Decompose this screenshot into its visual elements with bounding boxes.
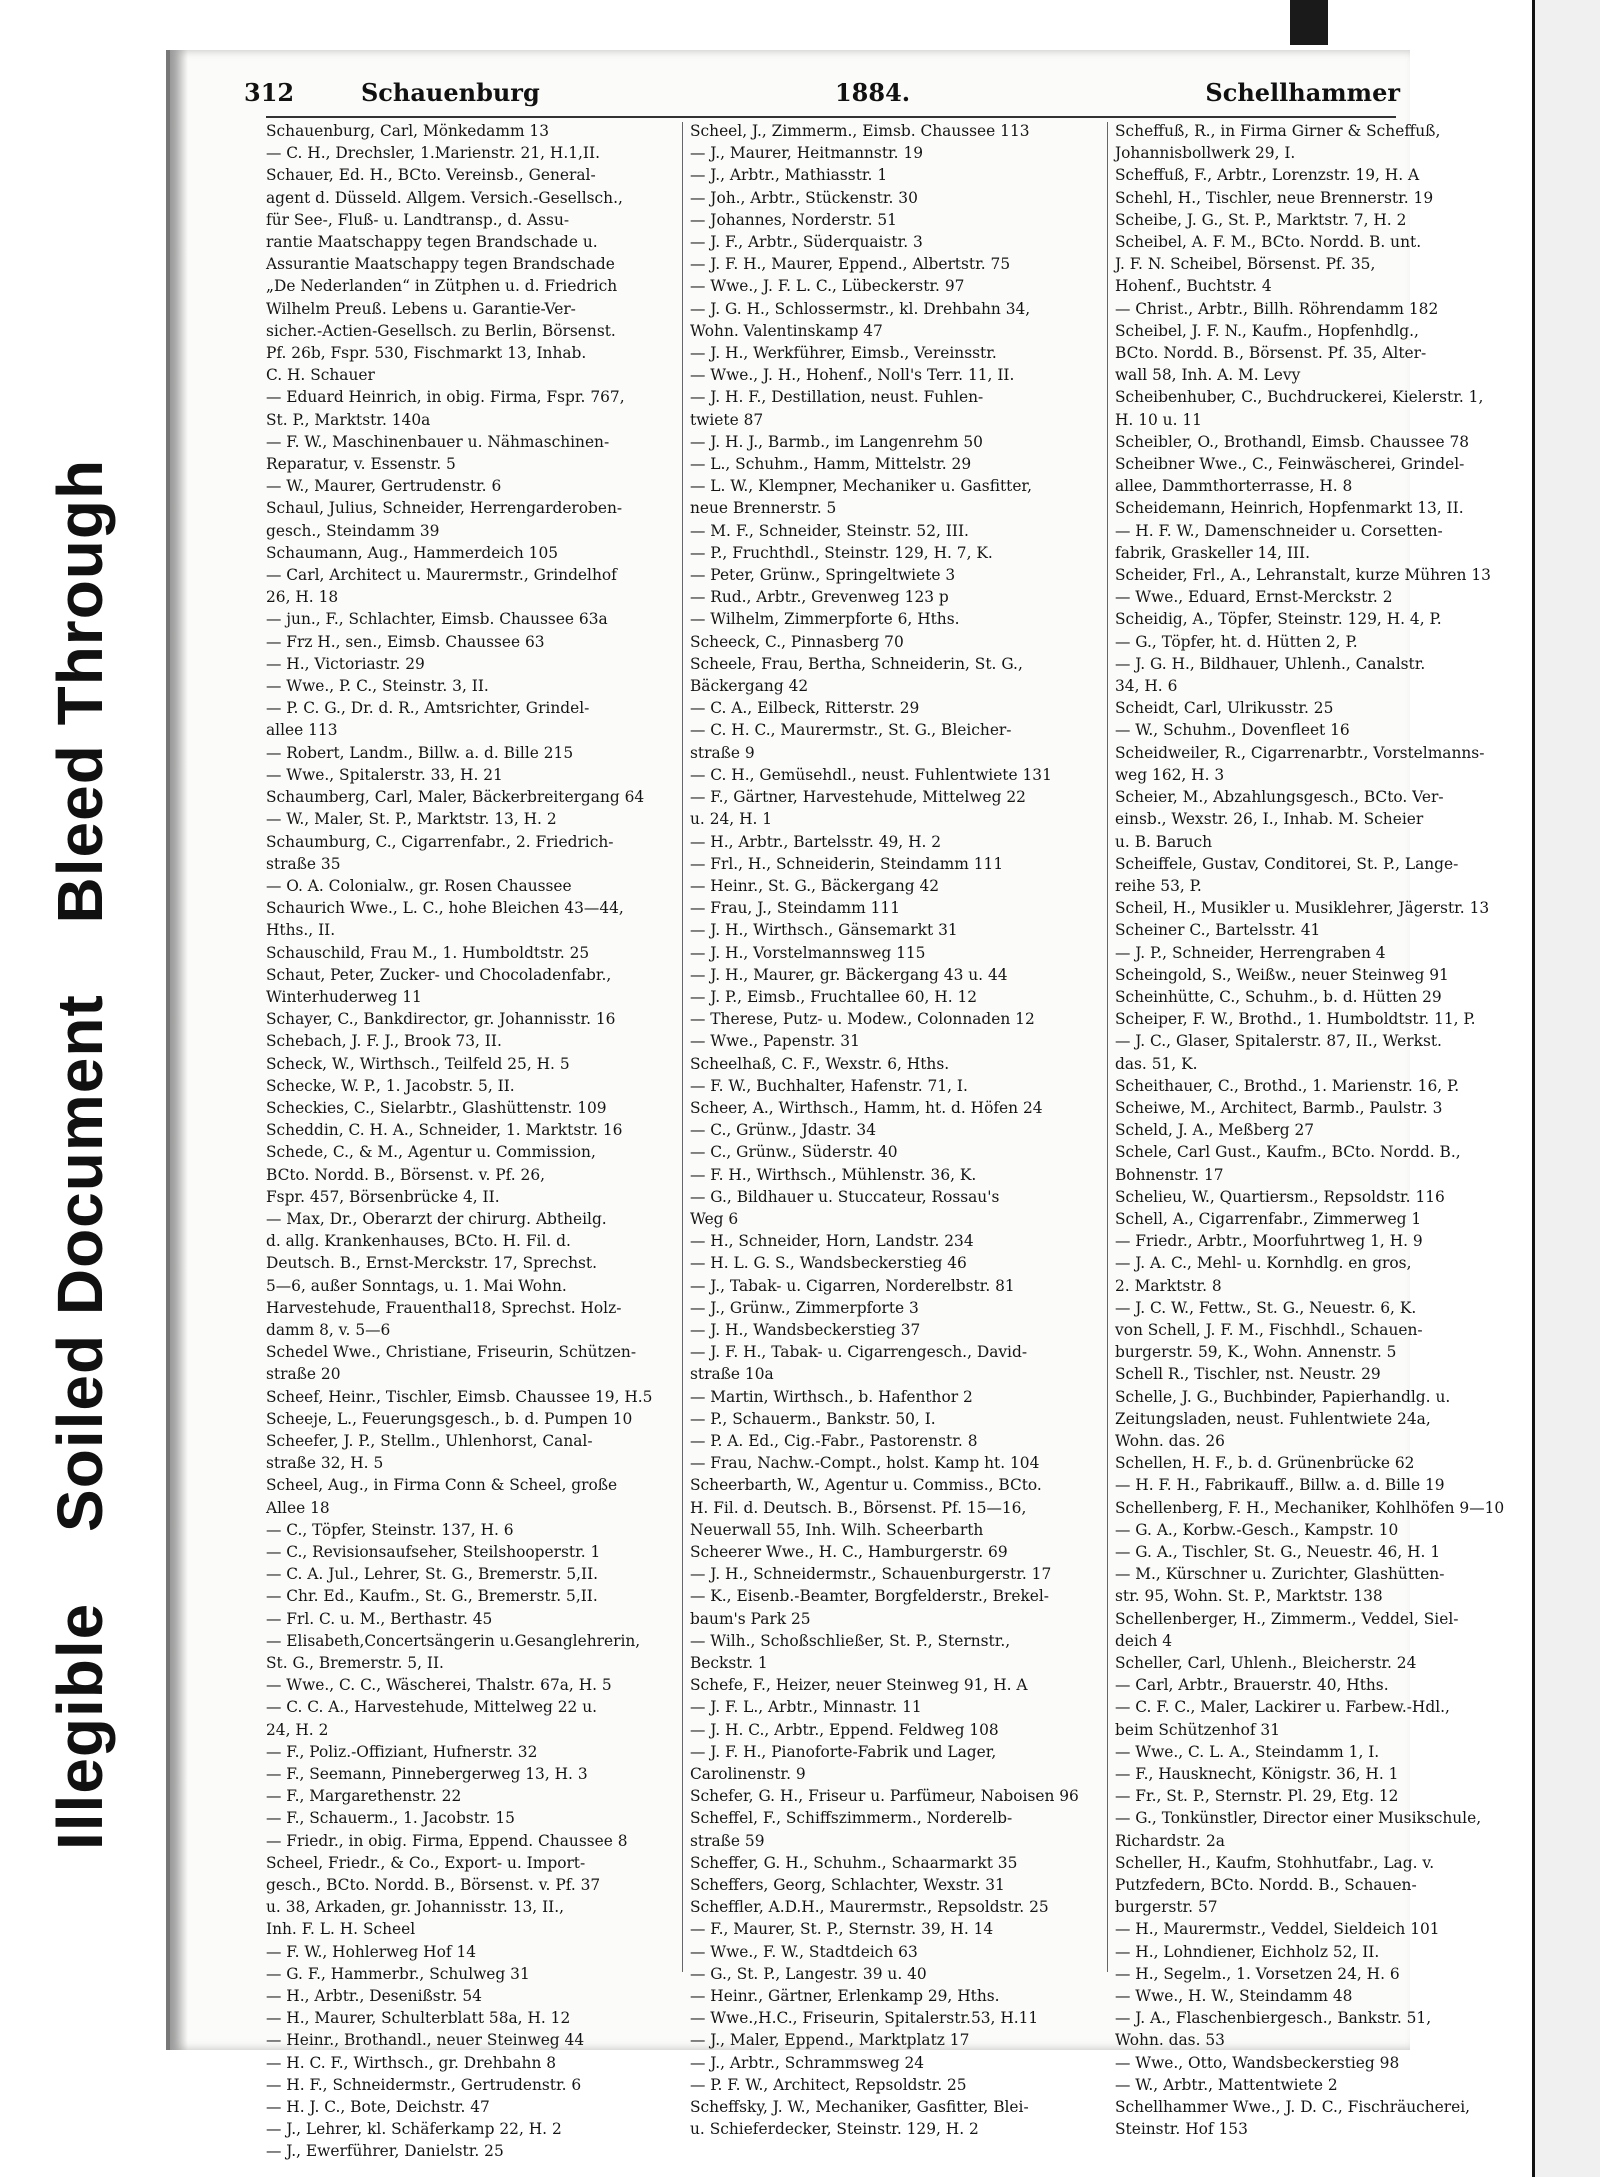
directory-entry: u. 38, Arkaden, gr. Johannisstr. 13, II., bbox=[266, 1898, 565, 1917]
directory-entry: — J. P., Eimsb., Fruchtallee 60, H. 12 bbox=[690, 987, 978, 1006]
directory-entry: Bohnenstr. 17 bbox=[1115, 1165, 1224, 1184]
header-rule bbox=[266, 116, 1396, 118]
directory-entry: Wohn. Valentinskamp 47 bbox=[690, 321, 883, 340]
directory-entry: Schehl, H., Tischler, neue Brennerstr. 19 bbox=[1115, 188, 1434, 207]
directory-entry: einsb., Wexstr. 26, I., Inhab. M. Scheier bbox=[1115, 810, 1424, 829]
directory-entry: Scheil, H., Musikler u. Musiklehrer, Jägerstr. 13 bbox=[1115, 899, 1490, 918]
directory-entry: — Therese, Putz- u. Modew., Colonnaden 12 bbox=[690, 1010, 1035, 1029]
directory-entry: burgerstr. 57 bbox=[1115, 1898, 1218, 1917]
directory-entry: Scheidemann, Heinrich, Hopfenmarkt 13, II. bbox=[1115, 499, 1464, 518]
directory-entry: — F., Schauerm., 1. Jacobstr. 15 bbox=[266, 1809, 515, 1828]
directory-entry: Johannisbollwerk 29, I. bbox=[1115, 144, 1296, 163]
directory-entry: Hohenf., Buchtstr. 4 bbox=[1115, 277, 1272, 296]
column-divider bbox=[1107, 122, 1108, 1972]
directory-entry: Scheffler, A.D.H., Maurermstr., Repsoldstr. 25 bbox=[690, 1898, 1049, 1917]
directory-entry: — F., Seemann, Pinnebergerweg 13, H. 3 bbox=[266, 1765, 588, 1784]
directory-entry: H. Fil. d. Deutsch. B., Börsenst. Pf. 15—16, bbox=[690, 1498, 1027, 1517]
directory-entry: — F., Hausknecht, Königstr. 36, H. 1 bbox=[1115, 1765, 1399, 1784]
directory-entry: allee, Dammthorterrasse, H. 8 bbox=[1115, 477, 1353, 496]
directory-entry: Pf. 26b, Fspr. 530, Fischmarkt 13, Inhab. bbox=[266, 344, 587, 363]
directory-entry: „De Nederlanden“ in Zütphen u. d. Friedrich bbox=[266, 277, 618, 296]
directory-entry: — W., Schuhm., Dovenfleet 16 bbox=[1115, 721, 1350, 740]
directory-entry: — J. G. H., Bildhauer, Uhlenh., Canalstr. bbox=[1115, 654, 1426, 673]
directory-entry: — J. H., Maurer, gr. Bäckergang 43 u. 44 bbox=[690, 965, 1008, 984]
directory-entry: — J. A., Flaschenbiergesch., Bankstr. 51, bbox=[1115, 2009, 1432, 2028]
directory-entry: Hths., II. bbox=[266, 921, 336, 940]
directory-entry: reihe 53, P. bbox=[1115, 876, 1202, 895]
directory-entry: burgerstr. 59, K., Wohn. Annenstr. 5 bbox=[1115, 1343, 1397, 1362]
directory-entry: das. 51, K. bbox=[1115, 1054, 1198, 1073]
directory-entry: — J. C. W., Fettw., St. G., Neuestr. 6, K. bbox=[1115, 1298, 1417, 1317]
directory-entry: — Wwe., H. W., Steindamm 48 bbox=[1115, 1987, 1353, 2006]
directory-entry: Wilhelm Preuß. Lebens u. Garantie-Ver- bbox=[266, 299, 576, 318]
directory-entry: — P., Schauerm., Bankstr. 50, I. bbox=[690, 1409, 936, 1428]
directory-entry: — Wwe., Otto, Wandsbeckerstieg 98 bbox=[1115, 2053, 1400, 2072]
directory-entry: Scheffuß, R., in Firma Girner & Scheffuß, bbox=[1115, 122, 1441, 140]
directory-entry: — G., Töpfer, ht. d. Hütten 2, P. bbox=[1115, 632, 1358, 651]
directory-entry: Scheeje, L., Feuerungsgesch., b. d. Pumpen 10 bbox=[266, 1409, 633, 1428]
directory-entry: — F., Margarethenstr. 22 bbox=[266, 1787, 462, 1806]
directory-entry: Wohn. das. 26 bbox=[1115, 1431, 1225, 1450]
directory-entry: — jun., F., Schlachter, Eimsb. Chaussee 63a bbox=[266, 610, 608, 629]
directory-entry: — J. H., Wirthsch., Gänsemarkt 31 bbox=[690, 921, 958, 940]
directory-entry: Schellenberg, F. H., Mechaniker, Kohlhöfen 9—10 bbox=[1115, 1498, 1505, 1517]
directory-entry: Scheel, Friedr., & Co., Export- u. Import- bbox=[266, 1853, 586, 1872]
directory-entry: — C. H., Drechsler, 1.Marienstr. 21, H.1,II. bbox=[266, 144, 600, 163]
directory-entry: Zeitungsladen, neust. Fuhlentwiete 24a, bbox=[1115, 1409, 1431, 1428]
directory-entry: BCto. Nordd. B., Börsenst. Pf. 35, Alter- bbox=[1115, 344, 1427, 363]
directory-entry: — F., Poliz.-Offiziant, Hufnerstr. 32 bbox=[266, 1742, 538, 1761]
directory-entry: Schaumann, Aug., Hammerdeich 105 bbox=[266, 543, 559, 562]
directory-entry: — Eduard Heinrich, in obig. Firma, Fspr. 767, bbox=[266, 388, 625, 407]
directory-entry: Scheer, A., Wirthsch., Hamm, ht. d. Höfen 24 bbox=[690, 1098, 1043, 1117]
directory-entry: Schelle, J. G., Buchbinder, Papierhandlg. u. bbox=[1115, 1387, 1451, 1406]
directory-entry: agent d. Düsseld. Allgem. Versich.-Gesellsch., bbox=[266, 188, 623, 207]
directory-entry: straße 20 bbox=[266, 1365, 341, 1384]
directory-entry: Scheibler, O., Brothandl, Eimsb. Chaussee 78 bbox=[1115, 432, 1470, 451]
directory-entry: — Wwe., J. H., Hohenf., Noll's Terr. 11, II. bbox=[690, 366, 1015, 385]
directory-entry: — C., Revisionsaufseher, Steilshooperstr. 1 bbox=[266, 1543, 601, 1561]
directory-entry: — K., Eisenb.-Beamter, Borgfelderstr., Brekel- bbox=[690, 1587, 1049, 1606]
directory-entry: Winterhuderweg 11 bbox=[266, 987, 422, 1006]
directory-entry: Fspr. 457, Börsenbrücke 4, II. bbox=[266, 1187, 500, 1206]
directory-entry: Steinstr. Hof 153 bbox=[1115, 2120, 1248, 2139]
column-divider bbox=[682, 122, 683, 1972]
directory-entry: — Wwe., J. F. L. C., Lübeckerstr. 97 bbox=[690, 277, 965, 296]
directory-entry: Scheibe, J. G., St. P., Marktstr. 7, H. 2 bbox=[1115, 210, 1407, 229]
directory-entry: — Heinr., St. G., Bäckergang 42 bbox=[690, 876, 940, 895]
directory-entry: — C. F. C., Maler, Lackirer u. Farbew.-Hdl., bbox=[1115, 1698, 1450, 1717]
directory-entry: fabrik, Graskeller 14, III. bbox=[1115, 543, 1310, 562]
directory-entry: — Joh., Arbtr., Stückenstr. 30 bbox=[690, 188, 918, 207]
directory-entry: — Johannes, Norderstr. 51 bbox=[690, 210, 897, 229]
directory-entry: Scheelhaß, C. F., Wexstr. 6, Hths. bbox=[690, 1054, 950, 1073]
directory-entry: — Peter, Grünw., Springeltwiete 3 bbox=[690, 566, 956, 585]
directory-entry: Scheiner C., Bartelsstr. 41 bbox=[1115, 921, 1321, 940]
directory-entry: — H. F. H., Fabrikauff., Billw. a. d. Bille 19 bbox=[1115, 1476, 1445, 1495]
directory-entry: Schebach, J. F. J., Brook 73, II. bbox=[266, 1032, 502, 1051]
directory-entry: für See-, Fluß- u. Landtransp., d. Assu- bbox=[266, 210, 570, 229]
directory-entry: Scheider, Frl., A., Lehranstalt, kurze Mühren 13 bbox=[1115, 566, 1491, 585]
directory-entry: — H., Victoriastr. 29 bbox=[266, 654, 425, 673]
directory-entry: — L. W., Klempner, Mechaniker u. Gasfitter, bbox=[690, 477, 1032, 496]
directory-entry: — H. C. F., Wirthsch., gr. Drehbahn 8 bbox=[266, 2053, 557, 2072]
directory-entry: — J., Tabak- u. Cigarren, Norderelbstr. 81 bbox=[690, 1276, 1015, 1295]
directory-entry: Scheffer, G. H., Schuhm., Schaarmarkt 35 bbox=[690, 1853, 1018, 1872]
directory-entry: Scheckies, C., Sielarbtr., Glashüttenstr. 109 bbox=[266, 1098, 607, 1117]
directory-entry: — M. F., Schneider, Steinstr. 52, III. bbox=[690, 521, 969, 540]
directory-entry: — H., Arbtr., Bartelsstr. 49, H. 2 bbox=[690, 832, 942, 851]
directory-entry: sicher.-Actien-Gesellsch. zu Berlin, Börsenst. bbox=[266, 321, 616, 340]
directory-entry: — Rud., Arbtr., Grevenweg 123 p bbox=[690, 588, 949, 607]
directory-entry: Scheidweiler, R., Cigarrenarbtr., Vorstelmanns- bbox=[1115, 743, 1485, 762]
directory-entry: — H., Maurermstr., Veddel, Sieldeich 101 bbox=[1115, 1920, 1440, 1939]
directory-entry: — C., Grünw., Süderstr. 40 bbox=[690, 1143, 898, 1162]
directory-entry: Schelieu, W., Quartiersm., Repsoldstr. 116 bbox=[1115, 1187, 1445, 1206]
directory-entry: Wohn. das. 53 bbox=[1115, 2031, 1225, 2050]
directory-entry: Carolinenstr. 9 bbox=[690, 1765, 806, 1784]
directory-entry: C. H. Schauer bbox=[266, 366, 375, 385]
directory-entry: Scheibel, A. F. M., BCto. Nordd. B. unt. bbox=[1115, 233, 1422, 252]
directory-entry: — P. F. W., Architect, Repsoldstr. 25 bbox=[690, 2075, 967, 2094]
directory-entry: St. P., Marktstr. 140a bbox=[266, 410, 431, 429]
directory-entry: — J., Grünw., Zimmerpforte 3 bbox=[690, 1298, 919, 1317]
directory-entry: Scheibner Wwe., C., Feinwäscherei, Grindel- bbox=[1115, 455, 1465, 474]
directory-entry: — H., Segelm., 1. Vorsetzen 24, H. 6 bbox=[1115, 1964, 1400, 1983]
directory-entry: 34, H. 6 bbox=[1115, 677, 1178, 696]
directory-entry: — P. C. G., Dr. d. R., Amtsrichter, Grindel- bbox=[266, 699, 590, 718]
directory-entry: Scheffel, F., Schiffszimmerm., Norderelb- bbox=[690, 1809, 1013, 1828]
directory-entry: Schauenburg, Carl, Mönkedamm 13 bbox=[266, 122, 550, 140]
directory-entry: Scheel, Aug., in Firma Conn & Scheel, große bbox=[266, 1476, 618, 1495]
directory-entry: Schedel Wwe., Christiane, Friseurin, Schützen- bbox=[266, 1343, 637, 1362]
directory-entry: — Carl, Arbtr., Brauerstr. 40, Hths. bbox=[1115, 1676, 1389, 1695]
directory-entry: Schaurich Wwe., L. C., hohe Bleichen 43—44, bbox=[266, 899, 624, 918]
directory-entry: Scheidig, A., Töpfer, Steinstr. 129, H. 4, P. bbox=[1115, 610, 1442, 629]
directory-entry: weg 162, H. 3 bbox=[1115, 765, 1225, 784]
header-right-word: Schellhammer bbox=[1205, 78, 1400, 107]
directory-entry: — H. F. W., Damenschneider u. Corsetten- bbox=[1115, 521, 1443, 540]
directory-entry: — Wwe., Papenstr. 31 bbox=[690, 1032, 860, 1051]
directory-entry: — Wilh., Schoßschließer, St. P., Sternstr., bbox=[690, 1631, 1011, 1650]
directory-entry: beim Schützenhof 31 bbox=[1115, 1720, 1281, 1739]
directory-entry: Scheerer Wwe., H. C., Hamburgerstr. 69 bbox=[690, 1543, 1008, 1561]
directory-entry: 5—6, außer Sonntags, u. 1. Mai Wohn. bbox=[266, 1276, 567, 1295]
directory-entry: — Wwe., Spitalerstr. 33, H. 21 bbox=[266, 765, 503, 784]
directory-entry: Scheibenhuber, C., Buchdruckerei, Kielerstr. 1, bbox=[1115, 388, 1484, 407]
directory-entry: — Robert, Landm., Billw. a. d. Bille 215 bbox=[266, 743, 574, 762]
directory-entry: — Wilhelm, Zimmerpforte 6, Hths. bbox=[690, 610, 960, 629]
directory-entry: — J. H. C., Arbtr., Eppend. Feldweg 108 bbox=[690, 1720, 999, 1739]
directory-entry: — F. W., Buchhalter, Hafenstr. 71, I. bbox=[690, 1076, 968, 1095]
directory-entry: — Fr., St. P., Sternstr. Pl. 29, Etg. 12 bbox=[1115, 1787, 1399, 1806]
directory-entry: gesch., BCto. Nordd. B., Börsenst. v. Pf. 37 bbox=[266, 1876, 601, 1895]
directory-entry: Schellen, H. F., b. d. Grünenbrücke 62 bbox=[1115, 1454, 1415, 1473]
directory-entry: — F. W., Maschinenbauer u. Nähmaschinen- bbox=[266, 432, 610, 451]
scanner-edge-right bbox=[1532, 0, 1600, 2177]
page-header bbox=[244, 78, 1400, 116]
directory-entry: — G., Bildhauer u. Stuccateur, Rossau's bbox=[690, 1187, 1000, 1206]
directory-entry: Schaumberg, Carl, Maler, Bäckerbreitergang 64 bbox=[266, 788, 645, 807]
directory-entry: Scheibel, J. F. N., Kaufm., Hopfenhdlg., bbox=[1115, 321, 1419, 340]
directory-entry: — Friedr., in obig. Firma, Eppend. Chaussee 8 bbox=[266, 1831, 628, 1850]
directory-entry: deich 4 bbox=[1115, 1631, 1173, 1650]
directory-entry: Schell R., Tischler, nst. Neustr. 29 bbox=[1115, 1365, 1381, 1384]
directory-entry: — J., Maler, Eppend., Marktplatz 17 bbox=[690, 2031, 970, 2050]
directory-entry: — Frau, Nachw.-Compt., holst. Kamp ht. 104 bbox=[690, 1454, 1040, 1473]
directory-entry: straße 32, H. 5 bbox=[266, 1454, 384, 1473]
directory-entry: — O. A. Colonialw., gr. Rosen Chaussee bbox=[266, 876, 572, 895]
directory-entry: Schaut, Peter, Zucker- und Chocoladenfabr., bbox=[266, 965, 612, 984]
directory-entry: — Elisabeth,Concertsängerin u.Gesanglehrerin, bbox=[266, 1631, 641, 1650]
directory-entry: — J. H. J., Barmb., im Langenrehm 50 bbox=[690, 432, 983, 451]
directory-entry: neue Brennerstr. 5 bbox=[690, 499, 837, 518]
directory-entry: Allee 18 bbox=[266, 1498, 330, 1517]
directory-entry: — C. C. A., Harvestehude, Mittelweg 22 u. bbox=[266, 1698, 598, 1717]
directory-entry: Assurantie Maatschappy tegen Brandschade bbox=[266, 255, 615, 274]
directory-entry: H. 10 u. 11 bbox=[1115, 410, 1202, 429]
directory-entry: — Wwe., C. C., Wäscherei, Thalstr. 67a, H. 5 bbox=[266, 1676, 612, 1695]
directory-entry: St. G., Bremerstr. 5, II. bbox=[266, 1654, 444, 1673]
directory-entry: Schede, C., & M., Agentur u. Commission, bbox=[266, 1143, 596, 1162]
directory-entry: — G., St. P., Langestr. 39 u. 40 bbox=[690, 1964, 927, 1983]
directory-entry: Scheidt, Carl, Ulrikusstr. 25 bbox=[1115, 699, 1334, 718]
directory-entry: — H. J. C., Bote, Deichstr. 47 bbox=[266, 2098, 490, 2117]
directory-entry: Scheinhütte, C., Schuhm., b. d. Hütten 29 bbox=[1115, 987, 1442, 1006]
scanner-edge-top bbox=[1290, 0, 1328, 45]
directory-entry: — C. H. C., Maurermstr., St. G., Bleicher- bbox=[690, 721, 1012, 740]
directory-entry: Schefer, G. H., Friseur u. Parfümeur, Naboisen 96 bbox=[690, 1787, 1079, 1806]
directory-entry: — Wwe., Eduard, Ernst-Merckstr. 2 bbox=[1115, 588, 1393, 607]
label-bleed-through: Bleed Through bbox=[44, 458, 116, 924]
directory-entry: — C. H., Gemüsehdl., neust. Fuhlentwiete 131 bbox=[690, 765, 1052, 784]
directory-entry: u. 24, H. 1 bbox=[690, 810, 773, 829]
directory-entry: — Christ., Arbtr., Billh. Röhrendamm 182 bbox=[1115, 299, 1439, 318]
page-number: 312 bbox=[244, 78, 295, 107]
directory-entry: — J. H. F., Destillation, neust. Fuhlen- bbox=[690, 388, 984, 407]
directory-entry: Scheeck, C., Pinnasberg 70 bbox=[690, 632, 904, 651]
directory-entry: wall 58, Inh. A. M. Levy bbox=[1115, 366, 1301, 385]
column-2 bbox=[690, 120, 1090, 2139]
directory-page bbox=[166, 50, 1505, 2161]
directory-entry: Schauschild, Frau M., 1. Humboldtstr. 25 bbox=[266, 943, 590, 962]
directory-entry: — W., Maurer, Gertrudenstr. 6 bbox=[266, 477, 502, 496]
directory-entry: — J. H., Wandsbeckerstieg 37 bbox=[690, 1320, 921, 1339]
directory-entry: — J. P., Schneider, Herrengraben 4 bbox=[1115, 943, 1386, 962]
directory-entry: — C., Grünw., Jdastr. 34 bbox=[690, 1121, 877, 1140]
directory-entry: — J., Lehrer, kl. Schäferkamp 22, H. 2 bbox=[266, 2120, 562, 2139]
directory-entry: Schayer, C., Bankdirector, gr. Johannisstr. 16 bbox=[266, 1010, 616, 1029]
directory-entry: Scheck, W., Wirthsch., Teilfeld 25, H. 5 bbox=[266, 1054, 570, 1073]
directory-entry: — Chr. Ed., Kaufm., St. G., Bremerstr. 5,II. bbox=[266, 1587, 598, 1606]
directory-entry: Scheele, Frau, Bertha, Schneiderin, St. G., bbox=[690, 654, 1023, 673]
directory-entry: Scheef, Heinr., Tischler, Eimsb. Chaussee 19, H.5 bbox=[266, 1387, 653, 1406]
directory-entry: — P., Fruchthdl., Steinstr. 129, H. 7, K. bbox=[690, 543, 993, 562]
directory-entry: — H. F., Schneidermstr., Gertrudenstr. 6 bbox=[266, 2075, 582, 2094]
directory-entry: — W., Arbtr., Mattentwiete 2 bbox=[1115, 2075, 1338, 2094]
directory-entry: u. B. Baruch bbox=[1115, 832, 1213, 851]
directory-entry: J. F. N. Scheibel, Börsenst. Pf. 35, bbox=[1115, 255, 1376, 274]
directory-entry: — Wwe., C. L. A., Steindamm 1, I. bbox=[1115, 1742, 1380, 1761]
label-illegible: Illegible bbox=[44, 1602, 116, 1850]
directory-entry: — J. F. H., Maurer, Eppend., Albertstr. 75 bbox=[690, 255, 1011, 274]
directory-entry: Schellenberger, H., Zimmerm., Veddel, Siel- bbox=[1115, 1609, 1459, 1628]
directory-entry: Scheefer, J. P., Stellm., Uhlenhorst, Canal- bbox=[266, 1431, 593, 1450]
directory-entry: Scheiwe, M., Architect, Barmb., Paulstr. 3 bbox=[1115, 1098, 1443, 1117]
header-left-word: Schauenburg bbox=[360, 78, 540, 107]
directory-entry: — H., Maurer, Schulterblatt 58a, H. 12 bbox=[266, 2009, 571, 2028]
directory-entry: — J., Maurer, Heitmannstr. 19 bbox=[690, 144, 924, 163]
directory-entry: — J. H., Schneidermstr., Schauenburgerstr. 17 bbox=[690, 1565, 1052, 1584]
directory-entry: Schellhammer Wwe., J. D. C., Fischräucherei, bbox=[1115, 2098, 1471, 2117]
directory-entry: — C., Töpfer, Steinstr. 137, H. 6 bbox=[266, 1520, 514, 1539]
directory-entry: Scheiper, F. W., Brothd., 1. Humboldtstr. 11, P. bbox=[1115, 1010, 1476, 1029]
directory-entry: Scheerbarth, W., Agentur u. Commiss., BCto. bbox=[690, 1476, 1042, 1495]
directory-entry: — G. F., Hammerbr., Schulweg 31 bbox=[266, 1964, 530, 1983]
directory-entry: Scheingold, S., Weißw., neuer Steinweg 91 bbox=[1115, 965, 1449, 984]
directory-entry: gesch., Steindamm 39 bbox=[266, 521, 440, 540]
directory-entry: Bäckergang 42 bbox=[690, 677, 809, 696]
directory-entry: — W., Maler, St. P., Marktstr. 13, H. 2 bbox=[266, 810, 557, 829]
directory-entry: straße 35 bbox=[266, 854, 341, 873]
directory-entry: Schauer, Ed. H., BCto. Vereinsb., General- bbox=[266, 166, 596, 185]
directory-entry: — H. L. G. S., Wandsbeckerstieg 46 bbox=[690, 1254, 967, 1273]
directory-entry: Richardstr. 2a bbox=[1115, 1831, 1225, 1850]
directory-entry: — Carl, Architect u. Maurermstr., Grindelhof bbox=[266, 566, 617, 585]
directory-entry: — Frau, J., Steindamm 111 bbox=[690, 899, 900, 918]
directory-entry: — J. F. H., Pianoforte-Fabrik und Lager, bbox=[690, 1742, 997, 1761]
directory-entry: Harvestehude, Frauenthal18, Sprechst. Holz- bbox=[266, 1298, 622, 1317]
directory-entry: — Frl., H., Schneiderin, Steindamm 111 bbox=[690, 854, 1004, 873]
directory-entry: Schaumburg, C., Cigarrenfabr., 2. Friedrich- bbox=[266, 832, 614, 851]
directory-entry: — J., Arbtr., Mathiasstr. 1 bbox=[690, 166, 888, 185]
directory-entry: straße 59 bbox=[690, 1831, 765, 1850]
directory-entry: 2. Marktstr. 8 bbox=[1115, 1276, 1222, 1295]
directory-entry: rantie Maatschappy tegen Brandschade u. bbox=[266, 233, 598, 252]
directory-entry: — F. W., Hohlerweg Hof 14 bbox=[266, 1942, 477, 1961]
directory-entry: Scheddin, C. H. A., Schneider, 1. Marktstr. 16 bbox=[266, 1121, 623, 1140]
directory-entry: — G. A., Korbw.-Gesch., Kampstr. 10 bbox=[1115, 1520, 1399, 1539]
header-year: 1884. bbox=[834, 78, 911, 107]
directory-entry: — J. F. H., Tabak- u. Cigarrengesch., David- bbox=[690, 1343, 1028, 1362]
directory-entry: — Friedr., Arbtr., Moorfuhrtweg 1, H. 9 bbox=[1115, 1232, 1423, 1251]
quality-labels bbox=[5, 360, 155, 1860]
directory-entry: — G. A., Tischler, St. G., Neuestr. 46, H. 1 bbox=[1115, 1543, 1441, 1561]
directory-entry: — J. H., Werkführer, Eimsb., Vereinsstr. bbox=[690, 344, 997, 363]
directory-entry: 24, H. 2 bbox=[266, 1720, 329, 1739]
directory-entry: baum's Park 25 bbox=[690, 1609, 811, 1628]
directory-entry: — J. F., Arbtr., Süderquaistr. 3 bbox=[690, 233, 923, 252]
directory-entry: Scheffuß, F., Arbtr., Lorenzstr. 19, H. A bbox=[1115, 166, 1420, 185]
directory-entry: Scheller, H., Kaufm, Stohhutfabr., Lag. v. bbox=[1115, 1853, 1435, 1872]
directory-entry: Schefe, F., Heizer, neuer Steinweg 91, H. A bbox=[690, 1676, 1028, 1695]
directory-entry: — Max, Dr., Oberarzt der chirurg. Abtheilg. bbox=[266, 1209, 607, 1228]
directory-entry: — J. H., Vorstelmannsweg 115 bbox=[690, 943, 926, 962]
directory-entry: Schele, Carl Gust., Kaufm., BCto. Nordd. B., bbox=[1115, 1143, 1461, 1162]
directory-entry: — C. A., Eilbeck, Ritterstr. 29 bbox=[690, 699, 920, 718]
directory-entry: straße 10a bbox=[690, 1365, 774, 1384]
directory-entry: Scheithauer, C., Brothd., 1. Marienstr. 16, P. bbox=[1115, 1076, 1460, 1095]
directory-entry: — Heinr., Brothandl., neuer Steinweg 44 bbox=[266, 2031, 585, 2050]
directory-entry: u. Schieferdecker, Steinstr. 129, H. 2 bbox=[690, 2120, 979, 2139]
directory-entry: — F. H., Wirthsch., Mühlenstr. 36, K. bbox=[690, 1165, 977, 1184]
directory-entry: Inh. F. L. H. Scheel bbox=[266, 1920, 416, 1939]
directory-entry: Scheel, J., Zimmerm., Eimsb. Chaussee 113 bbox=[690, 122, 1030, 140]
directory-entry: — Wwe.,H.C., Friseurin, Spitalerstr.53, H.11 bbox=[690, 2009, 1039, 2028]
directory-entry: — L., Schuhm., Hamm, Mittelstr. 29 bbox=[690, 455, 972, 474]
directory-entry: — J. F. L., Arbtr., Minnastr. 11 bbox=[690, 1698, 922, 1717]
directory-entry: straße 9 bbox=[690, 743, 755, 762]
column-3 bbox=[1115, 120, 1510, 2139]
directory-entry: Scheiffele, Gustav, Conditorei, St. P., Lange- bbox=[1115, 854, 1459, 873]
directory-entry: — Frz H., sen., Eimsb. Chaussee 63 bbox=[266, 632, 545, 651]
directory-entry: Scheffers, Georg, Schlachter, Wexstr. 31 bbox=[690, 1876, 1005, 1895]
directory-entry: — H., Lohndiener, Eichholz 52, II. bbox=[1115, 1942, 1380, 1961]
directory-entry: allee 113 bbox=[266, 721, 338, 740]
directory-entry: Scheier, M., Abzahlungsgesch., BCto. Ver- bbox=[1115, 788, 1444, 807]
directory-entry: d. allg. Krankenhauses, BCto. H. Fil. d. bbox=[266, 1232, 571, 1251]
directory-entry: — C. A. Jul., Lehrer, St. G., Bremerstr. 5,II. bbox=[266, 1565, 599, 1584]
directory-entry: — M., Kürschner u. Zurichter, Glashütten- bbox=[1115, 1565, 1445, 1584]
column-1 bbox=[266, 120, 671, 2161]
directory-entry: twiete 87 bbox=[690, 410, 764, 429]
directory-entry: — H., Schneider, Horn, Landstr. 234 bbox=[690, 1232, 974, 1251]
directory-entry: — Frl. C. u. M., Berthastr. 45 bbox=[266, 1609, 493, 1628]
directory-entry: — G., Tonkünstler, Director einer Musikschule, bbox=[1115, 1809, 1482, 1828]
directory-entry: — F., Gärtner, Harvestehude, Mittelweg 22 bbox=[690, 788, 1026, 807]
directory-entry: Putzfedern, BCto. Nordd. B., Schauen- bbox=[1115, 1876, 1417, 1895]
directory-entry: Neuerwall 55, Inh. Wilh. Scheerbarth bbox=[690, 1520, 984, 1539]
directory-entry: Schaul, Julius, Schneider, Herrengarderoben- bbox=[266, 499, 623, 518]
directory-entry: — Martin, Wirthsch., b. Hafenthor 2 bbox=[690, 1387, 973, 1406]
directory-entry: Scheffsky, J. W., Mechaniker, Gasfitter, Blei- bbox=[690, 2098, 1029, 2117]
directory-entry: Deutsch. B., Ernst-Merckstr. 17, Sprechst. bbox=[266, 1254, 597, 1273]
directory-entry: — J., Ewerführer, Danielstr. 25 bbox=[266, 2142, 504, 2161]
directory-entry: BCto. Nordd. B., Börsenst. v. Pf. 26, bbox=[266, 1165, 546, 1184]
directory-entry: Schecke, W. P., 1. Jacobstr. 5, II. bbox=[266, 1076, 515, 1095]
directory-entry: Scheller, Carl, Uhlenh., Bleicherstr. 24 bbox=[1115, 1654, 1417, 1673]
directory-entry: — J., Arbtr., Schrammsweg 24 bbox=[690, 2053, 925, 2072]
directory-entry: — P. A. Ed., Cig.-Fabr., Pastorenstr. 8 bbox=[690, 1431, 978, 1450]
directory-entry: 26, H. 18 bbox=[266, 588, 339, 607]
directory-entry: — Wwe., P. C., Steinstr. 3, II. bbox=[266, 677, 489, 696]
directory-entry: Weg 6 bbox=[690, 1209, 739, 1228]
directory-entry: Reparatur, v. Essenstr. 5 bbox=[266, 455, 456, 474]
directory-entry: — Wwe., F. W., Stadtdeich 63 bbox=[690, 1942, 918, 1961]
directory-entry: — Heinr., Gärtner, Erlenkamp 29, Hths. bbox=[690, 1987, 1000, 2006]
label-soiled-document: Soiled Document bbox=[44, 994, 116, 1532]
directory-entry: damm 8, v. 5—6 bbox=[266, 1320, 391, 1339]
directory-entry: von Schell, J. F. M., Fischhdl., Schauen- bbox=[1115, 1320, 1423, 1339]
directory-entry: — J. A. C., Mehl- u. Kornhdlg. en gros, bbox=[1115, 1254, 1412, 1273]
directory-entry: — J. G. H., Schlossermstr., kl. Drehbahn 34, bbox=[690, 299, 1031, 318]
directory-entry: — J. C., Glaser, Spitalerstr. 87, II., Werkst. bbox=[1115, 1032, 1442, 1051]
directory-entry: Scheld, J. A., Meßberg 27 bbox=[1115, 1121, 1315, 1140]
directory-entry: Schell, A., Cigarrenfabr., Zimmerweg 1 bbox=[1115, 1209, 1422, 1228]
directory-entry: Beckstr. 1 bbox=[690, 1654, 768, 1673]
directory-entry: — F., Maurer, St. P., Sternstr. 39, H. 14 bbox=[690, 1920, 994, 1939]
directory-entry: str. 95, Wohn. St. P., Marktstr. 138 bbox=[1115, 1587, 1383, 1606]
directory-entry: — H., Arbtr., Desenißstr. 54 bbox=[266, 1987, 482, 2006]
